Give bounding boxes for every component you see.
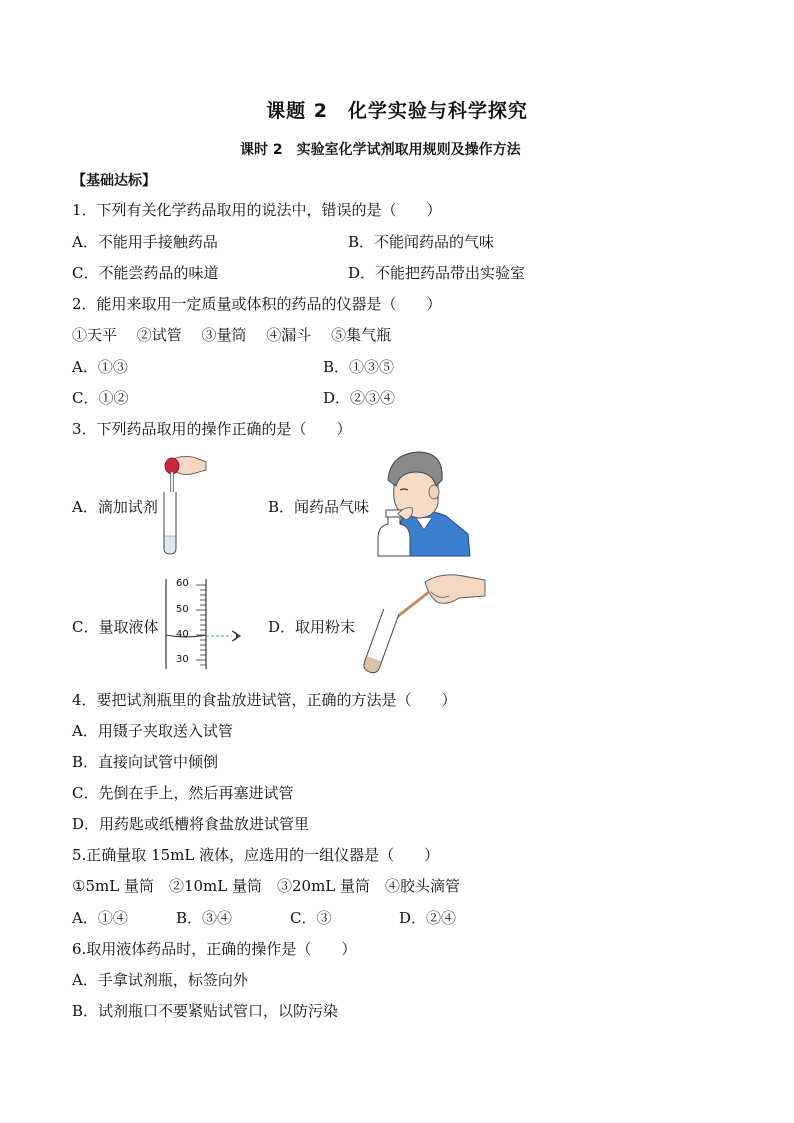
q5-option-d: D．②④ bbox=[399, 909, 457, 927]
q3-option-d: D．取用粉末 bbox=[268, 618, 356, 636]
q2-option-c: C．①② bbox=[72, 389, 129, 407]
q6-stem: 6.取用液体药品时，正确的操作是（ ） bbox=[72, 940, 357, 958]
dropper-adding-reagent-illustration bbox=[152, 452, 212, 557]
q1-option-c: C．不能尝药品的味道 bbox=[72, 264, 219, 282]
q2-stem: 2．能用来取用一定质量或体积的药品的仪器是（ ） bbox=[72, 295, 442, 313]
cylinder-tick-50: 50 bbox=[176, 604, 189, 615]
section-heading: 【基础达标】 bbox=[72, 173, 156, 189]
graduated-cylinder-reading-illustration bbox=[160, 575, 260, 675]
q4-option-b: B．直接向试管中倾倒 bbox=[72, 753, 219, 771]
cylinder-tick-60: 60 bbox=[176, 578, 189, 589]
q5-stem: 5.正确量取 15mL 液体，应选用的一组仪器是（ ） bbox=[72, 846, 440, 864]
q5-option-b: B．③④ bbox=[176, 909, 233, 927]
lesson-subtitle: 课时 2 实验室化学试剂取用规则及操作方法 bbox=[240, 142, 521, 158]
q2-option-b: B．①③⑤ bbox=[323, 358, 395, 376]
q5-option-a: A．①④ bbox=[72, 909, 128, 927]
q5-items: ①5mL 量筒 ②10mL 量筒 ③20mL 量筒 ④胶头滴管 bbox=[72, 877, 461, 895]
page-title: 课题 2 化学实验与科学探究 bbox=[266, 100, 528, 122]
q4-stem: 4．要把试剂瓶里的食盐放进试管，正确的方法是（ ） bbox=[72, 691, 457, 709]
q5-option-c: C．③ bbox=[290, 909, 332, 927]
q2-option-d: D．②③④ bbox=[323, 389, 396, 407]
q4-option-d: D．用药匙或纸槽将食盐放进试管里 bbox=[72, 815, 310, 833]
q2-option-a: A．①③ bbox=[72, 358, 128, 376]
q4-option-a: A．用镊子夹取送入试管 bbox=[72, 722, 233, 740]
cylinder-tick-30: 30 bbox=[176, 654, 189, 665]
q1-option-a: A．不能用手接触药品 bbox=[72, 233, 218, 251]
q3-option-b: B．闻药品气味 bbox=[268, 498, 370, 516]
q4-option-c: C．先倒在手上，然后再塞进试管 bbox=[72, 784, 294, 802]
q2-items: ①天平 ②试管 ③量筒 ④漏斗 ⑤集气瓶 bbox=[72, 326, 392, 344]
cylinder-tick-40: 40 bbox=[176, 629, 189, 640]
q1-stem: 1．下列有关化学药品取用的说法中，错误的是（ ） bbox=[72, 201, 442, 219]
q3-stem: 3．下列药品取用的操作正确的是（ ） bbox=[72, 420, 352, 438]
smelling-chemical-person-illustration bbox=[372, 446, 472, 561]
q6-option-a: A．手拿试剂瓶，标签向外 bbox=[72, 971, 248, 989]
q1-option-d: D．不能把药品带出实验室 bbox=[348, 264, 526, 282]
q6-option-b: B．试剂瓶口不要紧贴试管口，以防污染 bbox=[72, 1002, 339, 1020]
powder-with-spatula-illustration bbox=[355, 570, 490, 680]
q1-option-b: B．不能闻药品的气味 bbox=[348, 233, 495, 251]
q3-option-a: A．滴加试剂 bbox=[72, 498, 158, 516]
q3-option-c: C．量取液体 bbox=[72, 618, 159, 636]
